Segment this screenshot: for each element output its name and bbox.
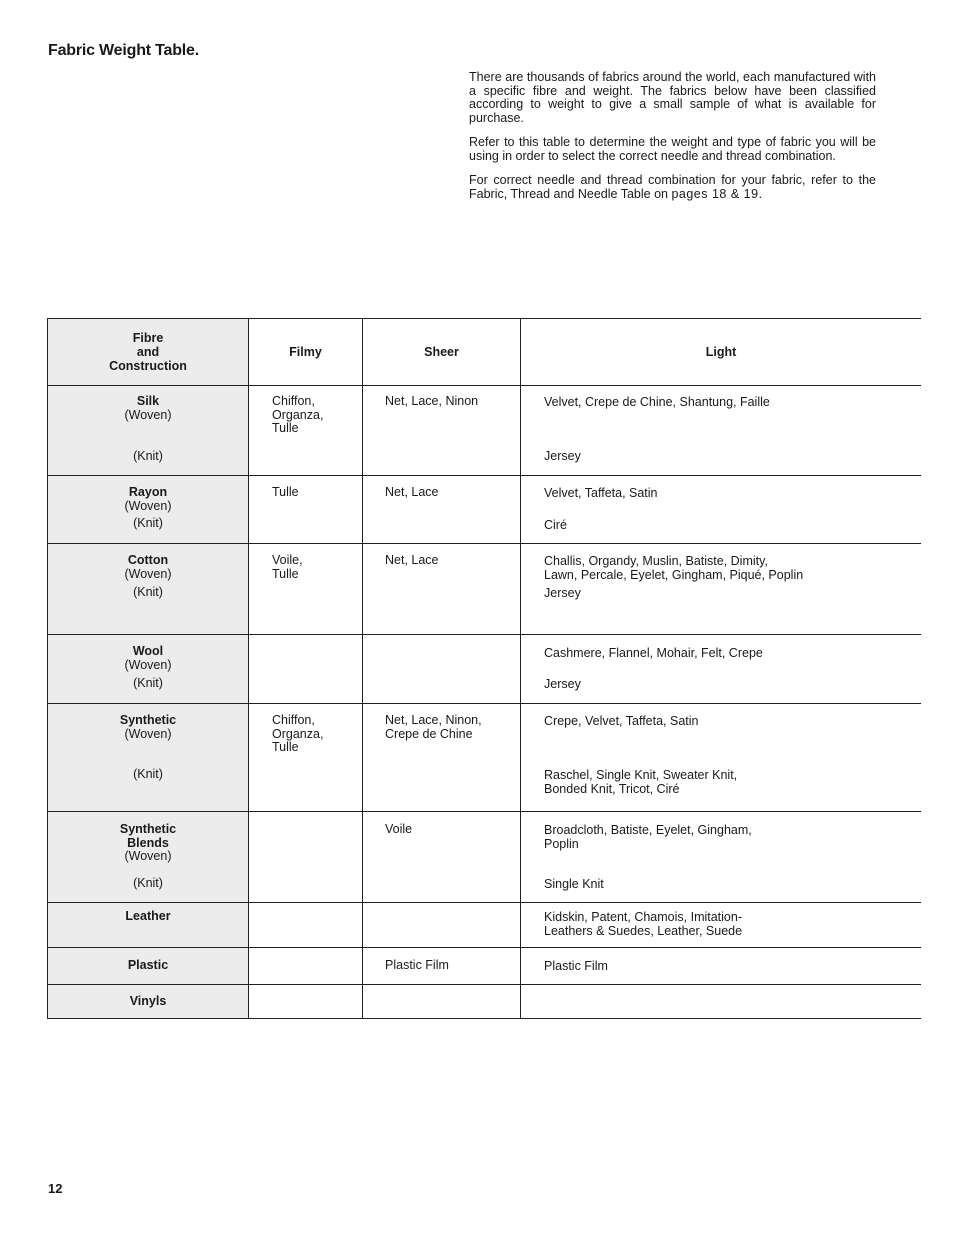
table-row-cotton [48, 544, 922, 635]
page-title: Fabric Weight Table. [48, 42, 199, 59]
sheer-cell-wool [363, 635, 521, 704]
table-row-rayon [48, 476, 922, 544]
light-cell-silk: Velvet, Crepe de Chine, Shantung, Faille Jersey [521, 386, 922, 476]
light-cell-plastic: Plastic Film [521, 948, 922, 985]
table-row-leather [48, 903, 922, 948]
fibre-cell-rayon: Rayon (Woven) (Knit) [48, 476, 249, 544]
light-cell-leather: Kidskin, Patent, Chamois, Imitation- Leathers & Suedes, Leather, Suede [521, 903, 922, 948]
header-filmy: Filmy [249, 319, 363, 386]
light-cell-wool: Cashmere, Flannel, Mohair, Felt, Crepe Jersey [521, 635, 922, 704]
filmy-cell-leather [249, 903, 363, 948]
fibre-cell-cotton: Cotton (Woven) (Knit) [48, 544, 249, 635]
sheer-cell-cotton: Net, Lace [363, 544, 521, 635]
header-fibre-construction: Fibre and Construction [48, 319, 249, 386]
table-row-silk [48, 386, 922, 476]
sheer-cell-rayon: Net, Lace [363, 476, 521, 544]
fibre-cell-synthetic: Synthetic (Woven) (Knit) [48, 704, 249, 812]
sheer-cell-leather [363, 903, 521, 948]
intro-paragraph-1: There are thousands of fabrics around the world, each manufactured with a specific fibre and weight. The fabrics below have been classified according to weight to give a small sample of what is available for purchase. [469, 70, 876, 125]
table-row-vinyls [48, 985, 922, 1019]
page-number: 12 [48, 1181, 63, 1196]
intro-text [469, 71, 876, 212]
light-cell-vinyls [521, 985, 922, 1019]
table-row-synthetic-blends [48, 812, 922, 903]
fibre-cell-plastic: Plastic [48, 948, 249, 985]
filmy-cell-rayon: Tulle [249, 476, 363, 544]
sheer-cell-silk: Net, Lace, Ninon [363, 386, 521, 476]
fibre-cell-wool: Wool (Woven) (Knit) [48, 635, 249, 704]
fibre-cell-leather: Leather [48, 903, 249, 948]
table-row-wool [48, 635, 922, 704]
filmy-cell-synthetic-blends [249, 812, 363, 903]
filmy-cell-silk: Chiffon, Organza, Tulle [249, 386, 363, 476]
sheer-cell-synthetic: Net, Lace, Ninon, Crepe de Chine [363, 704, 521, 812]
light-cell-synthetic-blends: Broadcloth, Batiste, Eyelet, Gingham, Poplin Single Knit [521, 812, 922, 903]
fibre-cell-synthetic-blends: Synthetic Blends (Woven) (Knit) [48, 812, 249, 903]
filmy-cell-cotton: Voile, Tulle [249, 544, 363, 635]
sheer-cell-vinyls [363, 985, 521, 1019]
header-sheer: Sheer [363, 319, 521, 386]
filmy-cell-wool [249, 635, 363, 704]
header-light: Light [521, 319, 922, 386]
light-cell-synthetic: Crepe, Velvet, Taffeta, Satin Raschel, Single Knit, Sweater Knit, Bonded Knit, Tricot, Ciré [521, 704, 922, 812]
header-row [48, 319, 922, 386]
light-cell-rayon: Velvet, Taffeta, Satin Ciré [521, 476, 922, 544]
fibre-cell-silk: Silk (Woven) (Knit) [48, 386, 249, 476]
filmy-cell-vinyls [249, 985, 363, 1019]
filmy-cell-plastic [249, 948, 363, 985]
sheer-cell-synthetic-blends: Voile [363, 812, 521, 903]
filmy-cell-synthetic: Chiffon, Organza, Tulle [249, 704, 363, 812]
fabric-weight-table [47, 318, 917, 1019]
table-row-synthetic [48, 704, 922, 812]
intro-paragraph-2: Refer to this table to determine the weight and type of fabric you will be using in order to select the correct needle and thread combination. [469, 135, 876, 163]
sheer-cell-plastic: Plastic Film [363, 948, 521, 985]
table-row-plastic [48, 948, 922, 985]
fibre-cell-vinyls: Vinyls [48, 985, 249, 1019]
intro-paragraph-3: For correct needle and thread combination for your fabric, refer to the Fabric, Thread and Needle Table on pages 18 & 19. [469, 173, 876, 201]
page-reference: pages 18 & 19 [671, 186, 759, 201]
light-cell-cotton: Challis, Organdy, Muslin, Batiste, Dimity, Lawn, Percale, Eyelet, Gingham, Piqué, Poplin Jersey [521, 544, 922, 635]
